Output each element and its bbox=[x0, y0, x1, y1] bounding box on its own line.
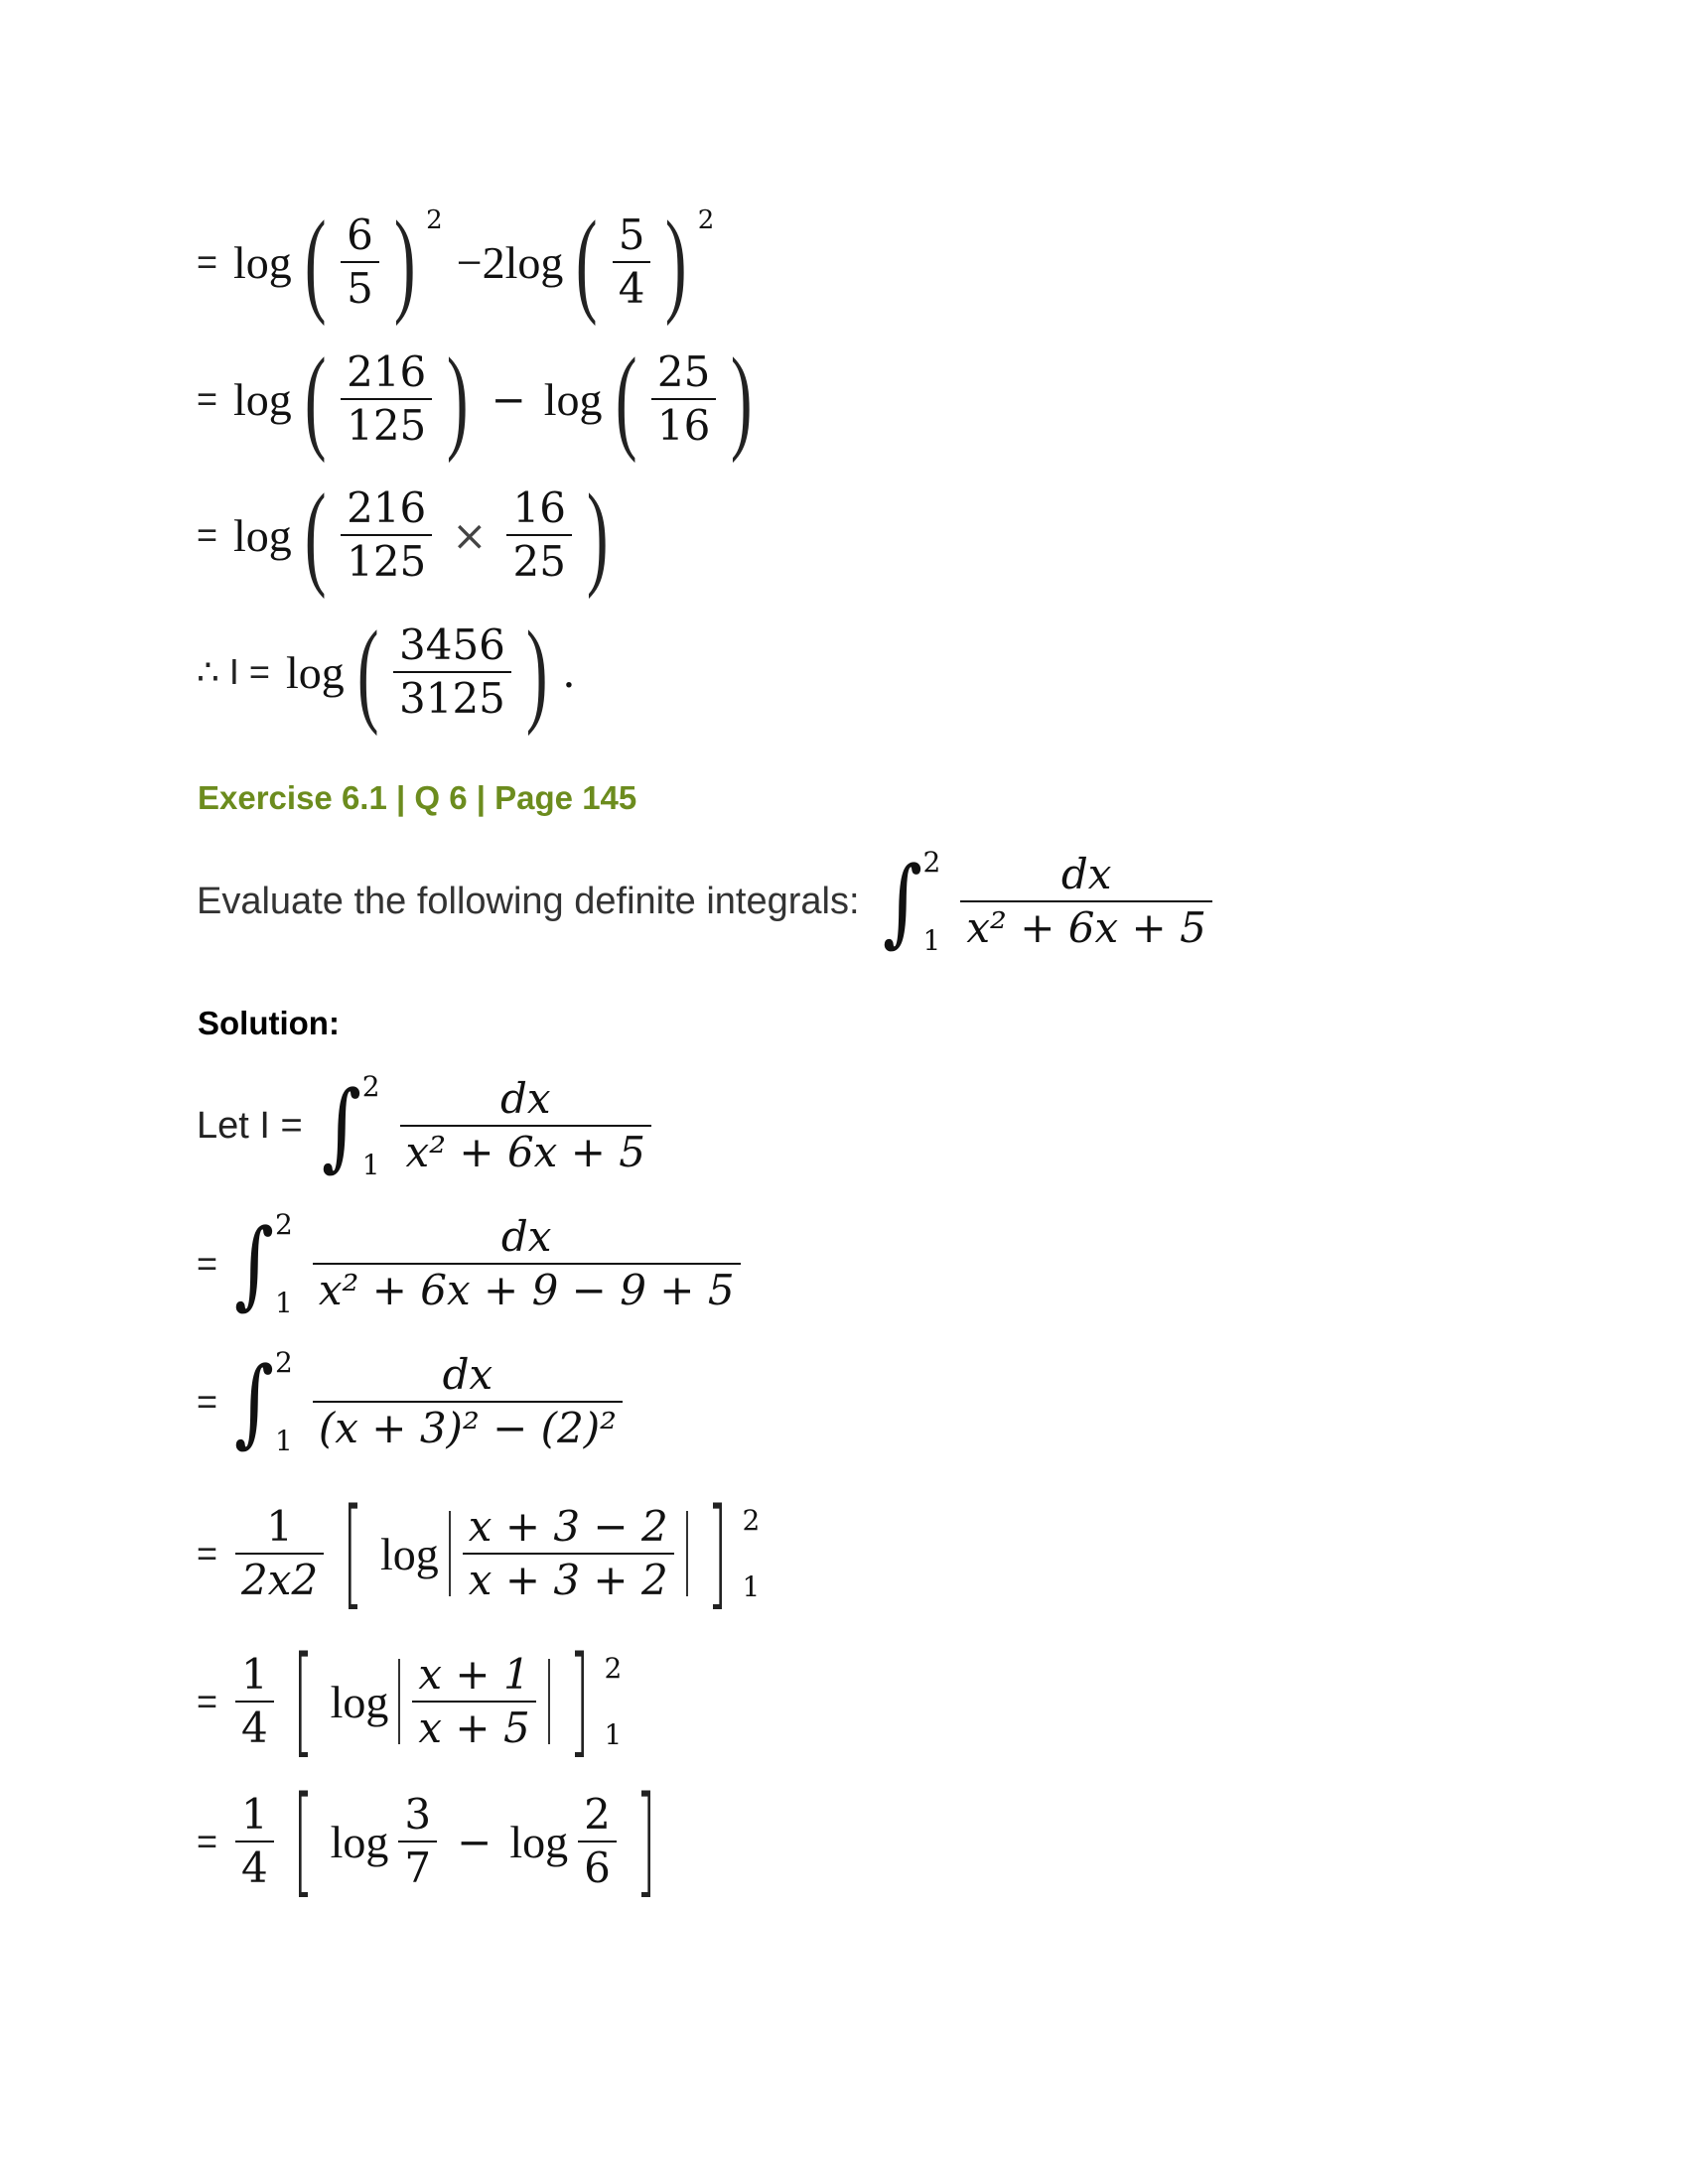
fraction: $\frac{2}{6}$ bbox=[578, 1792, 617, 1891]
question-line bbox=[197, 846, 1218, 957]
math-line-2 bbox=[197, 334, 762, 464]
right-paren: ) bbox=[665, 197, 687, 327]
coefficient-fraction: $\frac{1}{2x2}$ bbox=[235, 1504, 324, 1603]
left-paren: ( bbox=[304, 470, 327, 600]
log-function: log bbox=[233, 236, 292, 288]
upper-limit: 2 bbox=[275, 1208, 293, 1241]
integral-sign-icon: ∫ bbox=[321, 1070, 361, 1181]
right-bracket: ] bbox=[706, 1484, 728, 1622]
equals-sign: = bbox=[197, 514, 218, 555]
equals-sign: = bbox=[197, 1381, 218, 1422]
lower-limit: 1 bbox=[361, 1149, 380, 1181]
right-bracket: ] bbox=[634, 1772, 656, 1910]
fraction: $\frac{6}{5}$ bbox=[341, 212, 379, 312]
solution-step-5 bbox=[197, 1632, 623, 1770]
fraction: $\frac{5}{4}$ bbox=[613, 212, 651, 312]
math-line-4 bbox=[197, 607, 576, 737]
integral-sign-icon: ∫ bbox=[234, 1346, 275, 1457]
fraction: $\frac{216}{125}$ bbox=[341, 349, 432, 449]
equals-sign: = bbox=[197, 1243, 218, 1284]
log-function: log bbox=[509, 1816, 569, 1867]
solution-step-1 bbox=[197, 1070, 657, 1181]
left-paren: ( bbox=[615, 334, 637, 464]
exercise-heading: Exercise 6.1 | Q 6 | Page 145 bbox=[198, 779, 637, 816]
solution-step-4 bbox=[197, 1484, 761, 1622]
integral bbox=[229, 1208, 293, 1319]
times-operator: × bbox=[452, 510, 488, 560]
fraction: $\frac{3}{7}$ bbox=[398, 1792, 437, 1891]
right-paren: ) bbox=[586, 470, 609, 600]
upper-limit: 2 bbox=[275, 1346, 293, 1379]
solution-step-2 bbox=[197, 1208, 747, 1319]
therefore-prefix: ∴ I = bbox=[197, 651, 270, 692]
right-paren: ) bbox=[525, 607, 548, 737]
left-paren: ( bbox=[304, 197, 327, 327]
exponent: 2 bbox=[697, 205, 715, 235]
solution-step-3 bbox=[197, 1346, 629, 1457]
log-function: log bbox=[285, 646, 345, 698]
left-bracket: [ bbox=[343, 1484, 364, 1622]
minus-operator: − bbox=[491, 374, 526, 424]
right-bracket: ] bbox=[568, 1632, 590, 1770]
integrand-fraction: $\frac{dx}{\text{x² + 6x + 5}}$ bbox=[400, 1076, 651, 1175]
operator: −2log bbox=[456, 236, 564, 288]
equals-sign: = bbox=[197, 1533, 218, 1573]
integrand-fraction: $\frac{dx}{\text{(x + 3)² − (2)²}}$ bbox=[313, 1352, 623, 1451]
let-prefix: Let I = bbox=[197, 1104, 303, 1147]
log-function: log bbox=[233, 509, 292, 561]
right-paren: ) bbox=[731, 334, 753, 464]
equals-sign: = bbox=[197, 241, 218, 282]
evaluation-limits: 2 1 bbox=[604, 1652, 623, 1751]
math-line-1 bbox=[197, 197, 715, 327]
exponent: 2 bbox=[426, 205, 443, 235]
left-bracket: [ bbox=[292, 1772, 314, 1910]
lower-limit: 1 bbox=[275, 1425, 293, 1457]
question-text: Evaluate the following definite integrals: bbox=[197, 880, 860, 922]
fraction: $\frac{216}{125}$ bbox=[341, 485, 432, 585]
upper-limit: 2 bbox=[361, 1070, 380, 1103]
fraction: $\frac{3456}{3125}$ bbox=[393, 622, 511, 722]
upper-limit: 2 bbox=[922, 846, 941, 879]
fraction: $\frac{16}{25}$ bbox=[506, 485, 571, 585]
integral-sign-icon: ∫ bbox=[234, 1208, 275, 1319]
minus-operator: − bbox=[457, 1817, 492, 1866]
equals-sign: = bbox=[197, 378, 218, 419]
abs-bar-right bbox=[548, 1659, 550, 1744]
abs-bar-left bbox=[449, 1511, 451, 1596]
log-argument-fraction: $\frac{x + 3 - 2}{x + 3 + 2}$ bbox=[463, 1504, 674, 1603]
left-bracket: [ bbox=[292, 1632, 314, 1770]
integrand-fraction: $\frac{dx}{\text{x² + 6x + 9 − 9 + 5}}$ bbox=[313, 1214, 741, 1313]
math-line-3 bbox=[197, 470, 617, 600]
right-paren: ) bbox=[393, 197, 416, 327]
integral bbox=[317, 1070, 380, 1181]
abs-bar-right bbox=[686, 1511, 688, 1596]
left-paren: ( bbox=[304, 334, 327, 464]
solution-step-6 bbox=[197, 1772, 669, 1910]
equals-sign: = bbox=[197, 1681, 218, 1721]
log-function: log bbox=[233, 373, 292, 425]
abs-bar-left bbox=[398, 1659, 400, 1744]
log-function: log bbox=[380, 1528, 439, 1579]
coefficient-fraction: $\frac{1}{4}$ bbox=[235, 1792, 274, 1891]
right-paren: ) bbox=[447, 334, 469, 464]
log-function: log bbox=[330, 1816, 389, 1867]
integral bbox=[878, 846, 941, 957]
integral-limits bbox=[923, 846, 941, 957]
log-argument-fraction: $\frac{x + 1}{x + 5}$ bbox=[412, 1652, 535, 1751]
coefficient-fraction: $\frac{1}{4}$ bbox=[235, 1652, 274, 1751]
lower-limit: 1 bbox=[275, 1287, 293, 1319]
log-function: log bbox=[330, 1676, 389, 1727]
equals-sign: = bbox=[197, 1821, 218, 1861]
evaluation-limits: 2 1 bbox=[742, 1504, 761, 1603]
left-paren: ( bbox=[576, 197, 598, 327]
integrand-fraction: $\frac{dx}{\text{x² + 6x + 5}}$ bbox=[960, 852, 1211, 951]
lower-limit: 1 bbox=[922, 924, 941, 957]
integral bbox=[229, 1346, 293, 1457]
integral-sign-icon: ∫ bbox=[882, 846, 922, 957]
period: . bbox=[562, 647, 576, 697]
fraction: $\frac{25}{16}$ bbox=[651, 349, 716, 449]
log-function: log bbox=[543, 373, 603, 425]
left-paren: ( bbox=[356, 607, 379, 737]
solution-label: Solution: bbox=[198, 1005, 340, 1041]
